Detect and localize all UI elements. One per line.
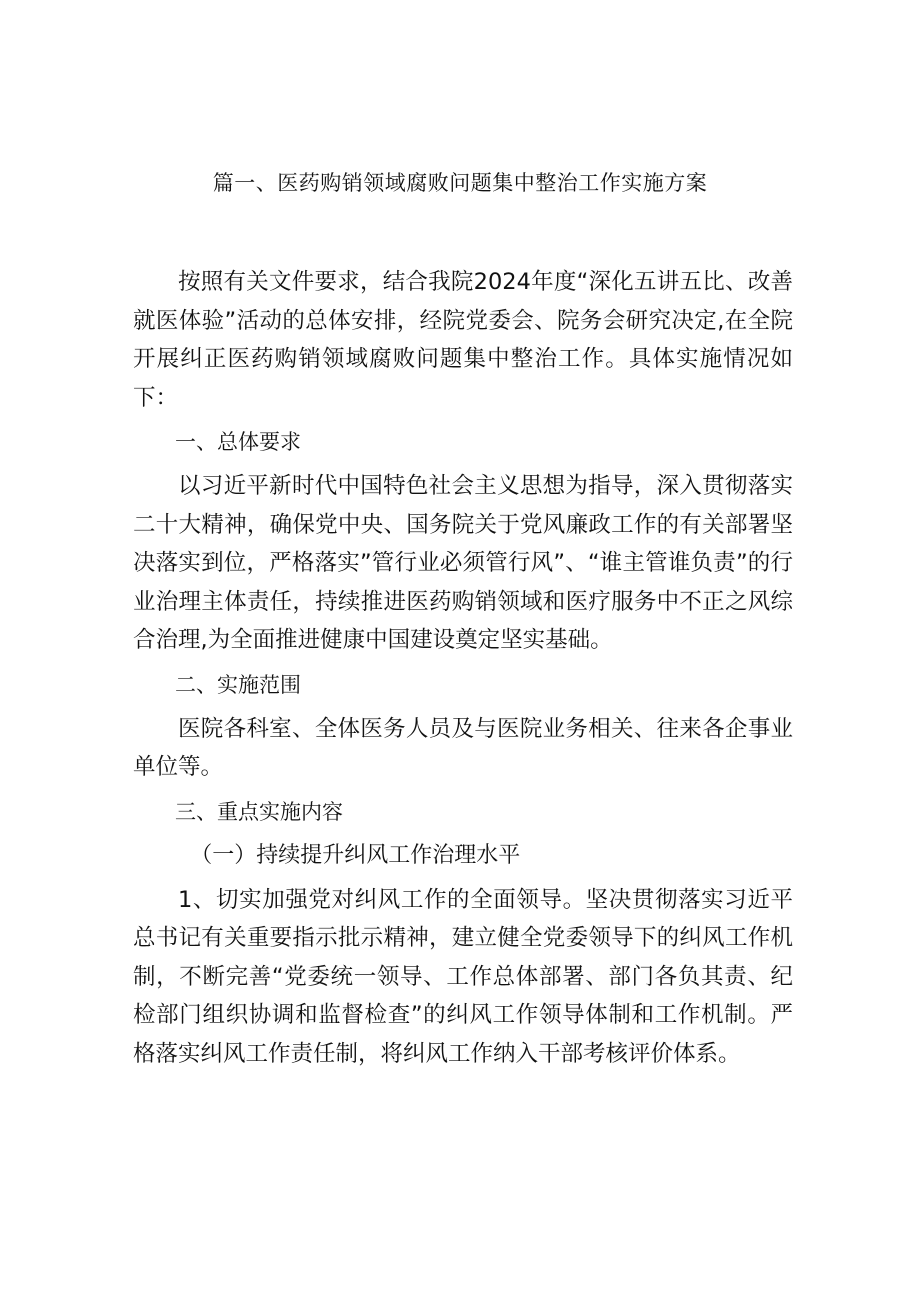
section-heading-scope: 二、实施范围 (175, 672, 301, 697)
general-requirements-paragraph: 以习近平新时代中国特色社会主义思想为指导，深入贯彻落实二十大精神，确保党中央、国务院关于党风廉政工作的有关部署坚决落实到位，严格落实”管行业必须管行风”、“谁主管谁负责”的行业治理主体责任，持续推进医药购销领域和医疗服务中不正之风综合治理,为全面推进健康中国建设奠定坚实基础。 (133, 473, 793, 653)
document-title: 篇一、医药购销领域腐败问题集中整治工作实施方案 (212, 171, 708, 195)
section-heading-general-requirements: 一、总体要求 (175, 430, 301, 454)
document-body (133, 263, 793, 1079)
section-heading-key-content: 三、重点实施内容 (175, 799, 343, 824)
item-1-paragraph: 1、切实加强党对纠风工作的全面领导。坚决贯彻落实习近平总书记有关重要指示批示精神，建立健全党委领导下的纠风工作机制，不断完善“党委统一领导、工作总体部署、部门各负其责、纪检部门组织协调和监督检查”的纠风工作领导体制和工作机制。严格落实纠风工作责任制，将纠风工作纳入干部考核评价体系。 (133, 886, 793, 1067)
subsection-heading-governance: （一）持续提升纠风工作治理水平 (190, 842, 521, 868)
scope-paragraph: 医院各科室、全体医务人员及与医院业务相关、往来各企事业单位等。 (133, 715, 793, 780)
intro-paragraph: 按照有关文件要求，结合我院2024年度“深化五讲五比、改善就医体验”活动的总体安排，经院党委会、院务会研究决定,在全院开展纠正医药购销领域腐败问题集中整治工作。具体实施情况如下： (133, 269, 793, 411)
